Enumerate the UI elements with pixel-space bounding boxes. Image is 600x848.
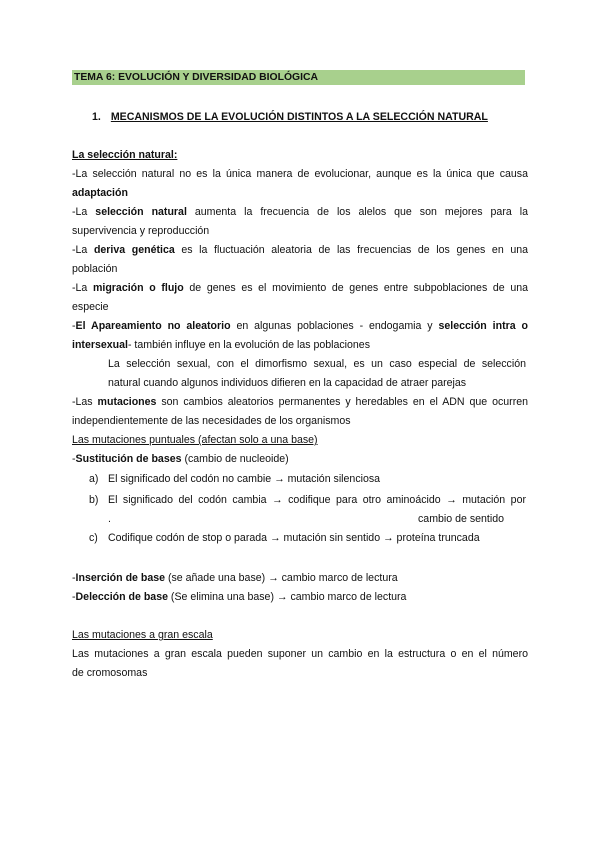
puntuales-heading-text: Las mutaciones puntuales (afectan solo a una base) (72, 434, 318, 446)
paragraph-5-line-1: -El Apareamiento no aleatorio en algunas poblaciones - endogamia y selección intra o (72, 320, 528, 332)
paragraph-5-line-2: intersexual- también influye en la evolución de las poblaciones (72, 339, 370, 351)
list-item-b: El significado del codón cambia → codifique para otro aminoácido → mutación por (108, 494, 526, 506)
insercion-line: -Inserción de base (se añade una base) → cambio marco de lectura (72, 572, 398, 584)
seleccion-intra-term: selección intra o (438, 320, 528, 332)
delecion-line: -Delección de base (Se elimina una base) → cambio marco de lectura (72, 591, 407, 603)
paragraph-4-line-1: -La migración o flujo de genes es el movimiento de genes entre subpoblaciones de una (72, 282, 529, 294)
delecion-term: Delección de base (75, 591, 168, 603)
sustitucion-term: Sustitución de bases (75, 453, 182, 465)
intersexual-term: intersexual (72, 339, 128, 351)
sustitucion-line: -Sustitución de bases (cambio de nucleoide) (72, 453, 289, 465)
list-marker-c: c) (89, 532, 98, 544)
paragraph-1-line-2 (72, 184, 528, 203)
list-marker-b: b) (89, 494, 99, 506)
seleccion-heading-text: La selección natural: (72, 149, 178, 161)
migracion-term: migración o flujo (92, 282, 184, 294)
seleccion-natural-term: selección natural (95, 206, 187, 218)
list-item-b-continuation: cambio de sentido (418, 513, 504, 525)
puntuales-heading (72, 431, 528, 450)
paragraph-3-line-1: -La deriva genética es la fluctuación aleatoria de las frecuencias de los genes en una (72, 244, 528, 256)
paragraph-6-line-2: natural cuando algunos individuos difieren en la capacidad de atraer parejas (108, 377, 467, 389)
paragraph-7-line-1: -Las mutaciones son cambios aleatorios permanentes y heredables en el ADN que ocurren (72, 396, 529, 408)
gran-escala-heading-text: Las mutaciones a gran escala (72, 629, 213, 641)
adaptacion-term: adaptación (72, 187, 128, 199)
page-title: TEMA 6: EVOLUCIÓN Y DIVERSIDAD BIOLÓGICA (74, 72, 319, 83)
insercion-term: Inserción de base (75, 572, 166, 584)
paragraph-1-line-1: -La selección natural no es la única manera de evolucionar, aunque es la única que causa (72, 168, 528, 180)
section-heading-text: MECANISMOS DE LA EVOLUCIÓN DISTINTOS A LA SELECCIÓN NATURAL (110, 111, 488, 123)
paragraph-2-line-2: supervivencia y reproducción (72, 225, 210, 237)
list-item-c: Codifique codón de stop o parada → mutación sin sentido → proteína truncada (108, 532, 480, 544)
mutaciones-term: mutaciones (97, 396, 157, 408)
section-number: 1. (92, 111, 101, 123)
gran-escala-heading (72, 626, 528, 645)
seleccion-heading (72, 146, 528, 165)
list-marker-a: a) (89, 473, 99, 485)
paragraph-3-line-2: población (72, 263, 118, 275)
list-item-a: El significado del codón no cambie → mutación silenciosa (108, 473, 381, 485)
apareamiento-term: El Apareamiento no aleatorio (75, 320, 231, 332)
section-heading (92, 110, 488, 124)
paragraph-8-line-2: de cromosomas (72, 667, 148, 679)
paragraph-8-line-1: Las mutaciones a gran escala pueden suponer un cambio en la estructura o en el número (72, 648, 528, 660)
paragraph-4-line-2: especie (72, 301, 109, 313)
paragraph-6-line-1: La selección sexual, con el dimorfismo sexual, es un caso especial de selección (108, 358, 526, 370)
list-item-b-dot: . (108, 513, 111, 525)
paragraph-7-line-2: independientemente de las necesidades de los organismos (72, 415, 351, 427)
deriva-genetica-term: deriva genética (93, 244, 175, 256)
paragraph-2-line-1: -La selección natural aumenta la frecuencia de los alelos que son mejores para la (72, 206, 528, 218)
